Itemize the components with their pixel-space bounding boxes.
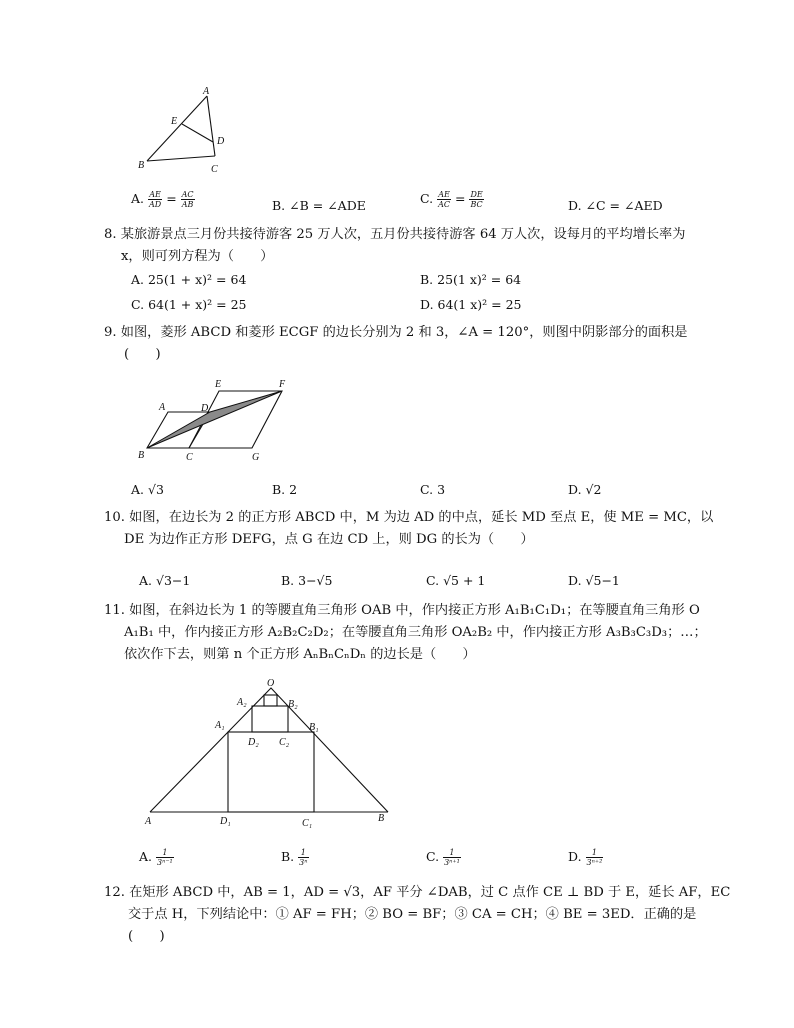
label-g: G	[252, 452, 260, 463]
label-c1: C₁	[302, 818, 313, 829]
fraction: $\frac{AC}{AB}$	[181, 190, 194, 209]
q12-stem-line1: 12. 在矩形 ABCD 中，AB = 1，AD = √3，AF 平分 ∠DAB，过 C 点作 CE ⊥ BD 于 E，延长 AF，EC	[104, 885, 731, 900]
fraction: $\frac{1}{\text{3ⁿ⁻¹}}$	[157, 848, 173, 867]
option-letter: B.	[281, 849, 295, 864]
label-o: O	[267, 678, 275, 689]
q11-stem-line3: 依次作下去，则第 n 个正方形 AₙBₙCₙDₙ 的边长是（ ）	[124, 647, 476, 662]
label-b: B	[138, 450, 145, 461]
q8-option-b[interactable]: B. 25(1 x)² = 64	[420, 272, 522, 287]
q8-option-d[interactable]: D. 64(1 x)² = 25	[420, 297, 522, 312]
nested-squares-figure-q11	[140, 676, 400, 836]
fraction: $\frac{1}{\text{3ⁿ⁺²}}$	[586, 848, 603, 867]
label-a: A	[159, 402, 166, 413]
label-e: E	[215, 379, 222, 390]
q7-option-c[interactable]	[420, 190, 484, 209]
q11-option-c[interactable]	[426, 848, 461, 867]
label-f: F	[279, 379, 286, 390]
fraction: $\frac{AE}{AD}$	[149, 190, 162, 209]
triangle-figure-q7	[130, 84, 240, 176]
q9-option-a[interactable]: A. √3	[131, 482, 164, 497]
label-b1: B₁	[309, 722, 319, 733]
label-b: B	[138, 160, 145, 171]
rhombus-figure-q9	[135, 374, 300, 464]
option-letter: A.	[139, 849, 153, 864]
q7-option-d[interactable]: D. ∠C = ∠AED	[568, 198, 663, 213]
option-letter: C.	[420, 191, 434, 206]
fraction: $\frac{DE}{BC}$	[470, 190, 483, 209]
q12-stem-line2: 交于点 H，下列结论中：① AF = FH；② BO = BF；③ CA = CH；④ BE = 3ED．正确的是	[128, 907, 697, 922]
q11-stem-line1: 11. 如图，在斜边长为 1 的等腰直角三角形 OAB 中，作内接正方形 A₁B₁C₁D₁；在等腰直角三角形 O	[104, 603, 700, 618]
q10-option-a[interactable]: A. √3−1	[139, 573, 191, 588]
q9-stem-line2: ( )	[124, 347, 161, 362]
equals: =	[454, 191, 466, 206]
q8-option-c[interactable]: C. 64(1 + x)² = 25	[131, 297, 247, 312]
label-a1: A₁	[215, 720, 225, 731]
q11-stem-line2: A₁B₁ 中，作内接正方形 A₂B₂C₂D₂；在等腰直角三角形 OA₂B₂ 中，作内接正方形 A₃B₃C₃D₃；…；	[124, 625, 707, 640]
q9-option-c[interactable]: C. 3	[420, 482, 446, 497]
q10-option-d[interactable]: D. √5−1	[568, 573, 620, 588]
equals: =	[166, 191, 177, 206]
label-b2: B₂	[288, 699, 298, 710]
fraction: $\frac{1}{\text{3ⁿ⁺¹}}$	[444, 848, 460, 867]
option-letter: A.	[131, 191, 145, 206]
q7-option-a[interactable]	[131, 190, 195, 209]
label-d2: D₂	[248, 737, 259, 748]
q8-stem-line2: x，则可列方程为（ ）	[121, 249, 274, 264]
q11-option-d[interactable]	[568, 848, 603, 867]
label-c: C	[186, 452, 193, 463]
fraction: $\frac{AE}{AC}$	[438, 190, 450, 209]
q8-option-a[interactable]: A. 25(1 + x)² = 64	[131, 272, 247, 287]
q10-option-b[interactable]: B. 3−√5	[281, 573, 333, 588]
q10-stem-line2: DE 为边作正方形 DEFG，点 G 在边 CD 上，则 DG 的长为（ ）	[124, 532, 534, 547]
q9-option-b[interactable]: B. 2	[272, 482, 298, 497]
q10-option-c[interactable]: C. √5 + 1	[426, 573, 486, 588]
label-c: C	[211, 164, 218, 175]
fraction: $\frac{1}{\text{3ⁿ}}$	[299, 848, 308, 867]
q8-stem-line1: 8. 某旅游景点三月份共接待游客 25 万人次，五月份共接待游客 64 万人次，设每月的平均增长率为	[104, 227, 686, 242]
q7-option-b[interactable]: B. ∠B = ∠ADE	[272, 198, 366, 213]
q9-option-d[interactable]: D. √2	[568, 482, 602, 497]
label-d: D	[201, 403, 209, 414]
label-a: A	[203, 86, 210, 97]
q12-stem-line3: ( )	[128, 929, 165, 944]
q10-stem-line1: 10. 如图，在边长为 2 的正方形 ABCD 中，M 为边 AD 的中点，延长 MD 至点 E，使 ME = MC，以	[104, 510, 714, 525]
q9-stem-line1: 9. 如图，菱形 ABCD 和菱形 ECGF 的边长分别为 2 和 3，∠A = 120°，则图中阴影部分的面积是	[104, 325, 688, 340]
label-c2: C₂	[279, 737, 290, 748]
label-e: E	[171, 116, 178, 127]
label-b: B	[378, 813, 385, 824]
label-d: D	[217, 136, 225, 147]
option-letter: D.	[568, 849, 582, 864]
label-a: A	[145, 816, 152, 827]
q11-option-a[interactable]	[139, 848, 174, 867]
label-d1: D₁	[220, 816, 231, 827]
q11-option-b[interactable]	[281, 848, 309, 867]
option-letter: C.	[426, 849, 440, 864]
label-a2: A₂	[237, 697, 247, 708]
